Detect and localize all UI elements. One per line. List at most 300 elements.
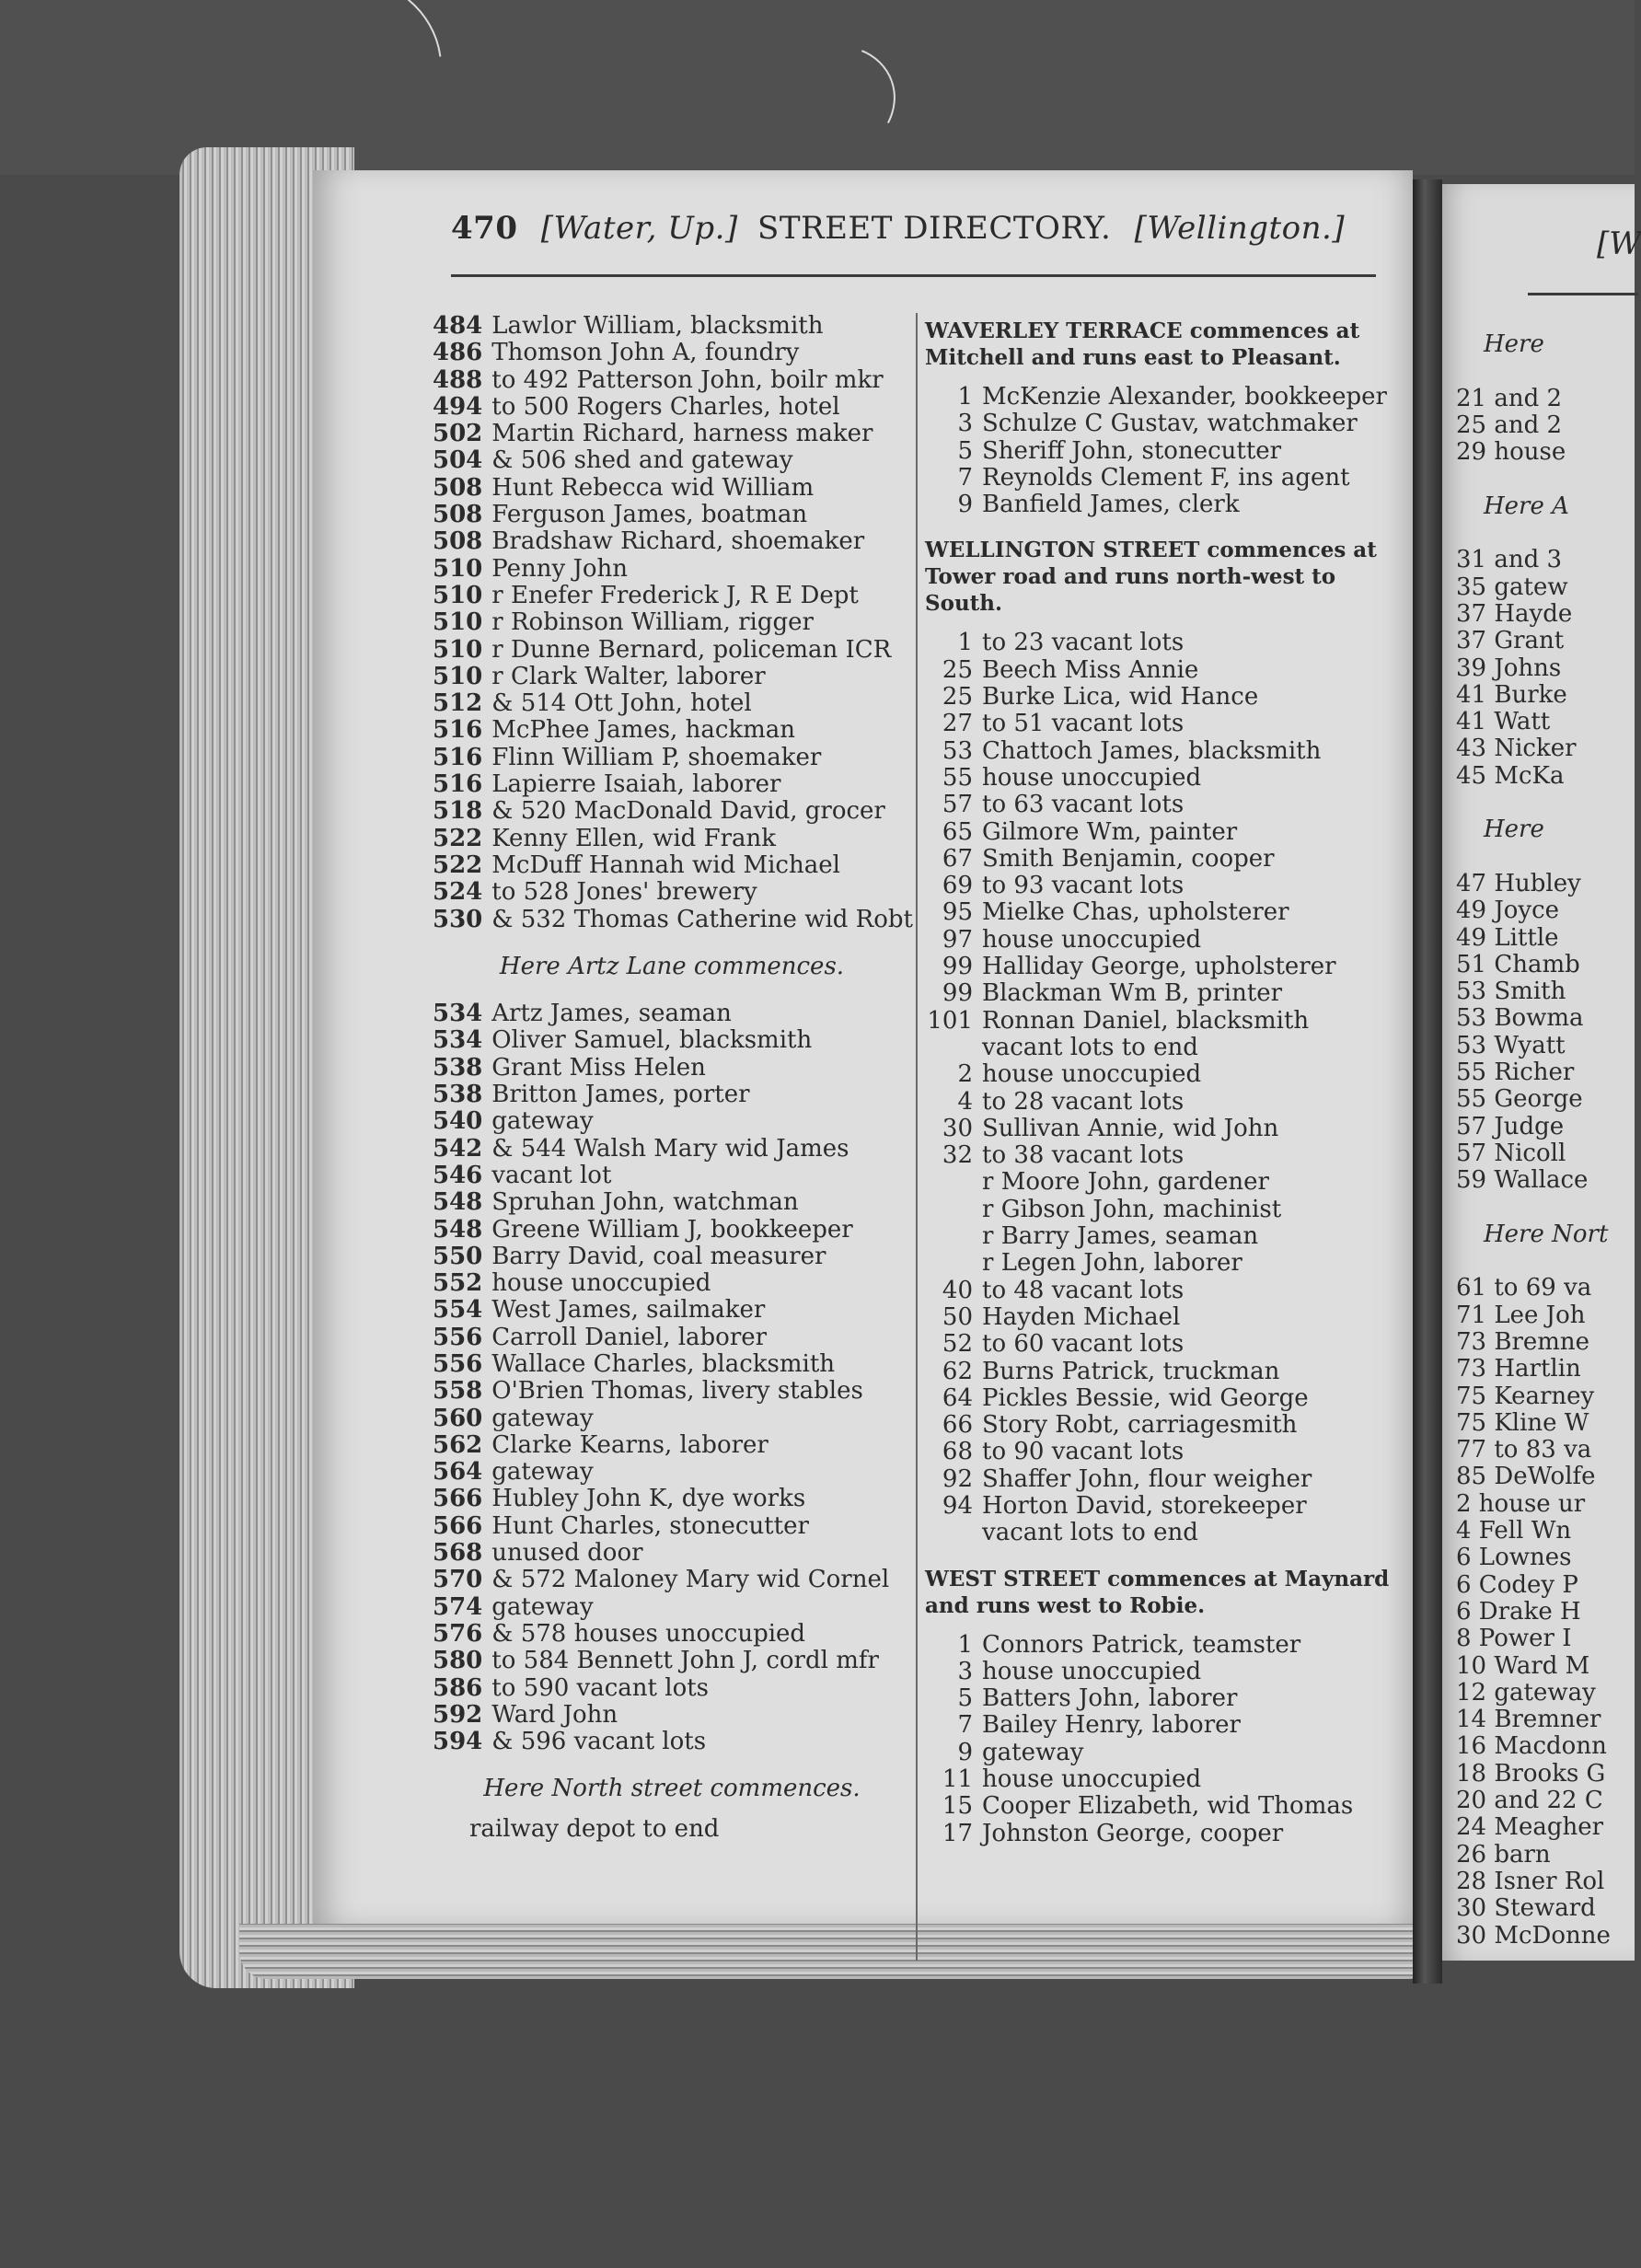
street-number: 510 [433, 635, 483, 664]
directory-entry [433, 609, 911, 636]
entry-text: Burke Lica, wid Hance [982, 683, 1259, 712]
section-note: Here A [1484, 492, 1569, 520]
entry-text: Hunt Rebecca wid William [491, 473, 815, 502]
directory-entry [433, 798, 911, 825]
entry-text: Kenny Ellen, wid Frank [491, 824, 777, 852]
directory-entry: 75 Kearney [1456, 1382, 1595, 1410]
street-number: 57 [942, 791, 973, 819]
directory-entry [925, 1116, 1399, 1142]
entry-text: to 28 vacant lots [982, 1087, 1185, 1116]
directory-entry [925, 1169, 1399, 1196]
street-number: 516 [433, 716, 483, 745]
entry-text: r Clark Walter, laborer [491, 662, 766, 690]
street-number: 7 [957, 1711, 973, 1740]
entry-text: McDuff Hannah wid Michael [491, 850, 840, 879]
directory-entry [433, 1567, 911, 1593]
directory-entry [433, 1027, 911, 1054]
street-number: 1 [957, 383, 973, 411]
section-note: Here [1484, 330, 1544, 358]
directory-entry [925, 1439, 1399, 1465]
street-number: 11 [942, 1765, 973, 1794]
directory-entry [925, 1712, 1399, 1739]
street-number: 40 [942, 1276, 973, 1304]
directory-entry: 25 and 2 [1456, 411, 1563, 439]
street-number: 99 [942, 979, 973, 1008]
entry-text: to 38 vacant lots [982, 1141, 1185, 1170]
header-right: [Wellington.] [1134, 210, 1346, 247]
directory-entry [433, 313, 911, 340]
entry-text: Hayden Michael [982, 1302, 1181, 1331]
directory-entry [433, 502, 911, 528]
directory-entry [433, 637, 911, 664]
street-number: 560 [433, 1404, 483, 1432]
directory-entry [433, 528, 911, 555]
directory-entry [925, 1685, 1399, 1712]
entry-text: house unoccupied [982, 1765, 1202, 1794]
street-number: 558 [433, 1377, 483, 1406]
directory-entry [925, 1493, 1399, 1520]
street-number: 556 [433, 1349, 483, 1378]
directory-entry [433, 717, 911, 744]
street-number: 95 [942, 898, 973, 927]
entry-text: Ward John [491, 1700, 618, 1729]
street-number: 564 [433, 1458, 483, 1487]
spacer [925, 1619, 1399, 1632]
directory-entry: 57 Judge [1456, 1112, 1565, 1140]
directory-entry [433, 1648, 911, 1674]
entry-text: Martin Richard, harness maker [491, 420, 873, 448]
directory-entry [433, 1729, 911, 1755]
entry-text: vacant lots to end [982, 1033, 1198, 1061]
street-number: 68 [942, 1438, 973, 1466]
entry-text: Johnston George, cooper [982, 1819, 1284, 1847]
entry-text: & 596 vacant lots [491, 1728, 707, 1756]
entry-text: gateway [491, 1458, 594, 1487]
directory-entry: 51 Chamb [1456, 950, 1580, 978]
street-number: 538 [433, 1081, 483, 1109]
street-number: 510 [433, 608, 483, 637]
entry-text: Halliday George, upholsterer [982, 953, 1336, 981]
street-number: 580 [433, 1647, 483, 1675]
street-number: 502 [433, 420, 483, 448]
directory-entry [925, 1035, 1399, 1061]
entry-text: Barry David, coal measurer [491, 1242, 826, 1270]
entry-text: Hubley John K, dye works [491, 1485, 806, 1513]
directory-entry [433, 852, 911, 879]
directory-entry [925, 411, 1399, 437]
directory-entry: 77 to 83 va [1456, 1436, 1592, 1464]
spacer [925, 371, 1399, 384]
entry-text: Pickles Bessie, wid George [982, 1383, 1309, 1412]
directory-entry [433, 1351, 911, 1378]
street-number: 52 [942, 1330, 973, 1359]
directory-entry [433, 340, 911, 366]
directory-entry: 2 house ur [1456, 1489, 1586, 1518]
directory-entry [433, 583, 911, 609]
entry-text: Bradshaw Richard, shoemaker [491, 527, 865, 556]
directory-entry: 55 George [1456, 1085, 1583, 1114]
directory-entry [925, 1142, 1399, 1169]
entry-text: to 63 vacant lots [982, 791, 1185, 819]
street-number: 540 [433, 1107, 483, 1136]
directory-entry [925, 684, 1399, 711]
entry-text: McPhee James, hackman [491, 716, 796, 745]
directory-entry: 6 Codey P [1456, 1570, 1578, 1599]
directory-entry [925, 1061, 1399, 1088]
entry-text: to 23 vacant lots [982, 629, 1185, 657]
street-number: 99 [942, 953, 973, 981]
directory-entry: 24 Meagher [1456, 1813, 1604, 1842]
entry-text: Thomson John A, foundry [491, 339, 800, 367]
street-number: 568 [433, 1539, 483, 1568]
street-number: 512 [433, 689, 483, 718]
street-number: 494 [433, 392, 483, 421]
street-number: 592 [433, 1700, 483, 1729]
street-number: 25 [942, 683, 973, 712]
directory-entry [925, 927, 1399, 954]
directory-entry [433, 1244, 911, 1270]
directory-entry [433, 475, 911, 502]
directory-entry [925, 819, 1399, 846]
entry-text: gateway [491, 1107, 594, 1136]
street-number: 586 [433, 1673, 483, 1702]
street-number: 97 [942, 925, 973, 954]
directory-entry [925, 1008, 1399, 1035]
directory-entry: 61 to 69 va [1456, 1274, 1592, 1302]
directory-entry [925, 1766, 1399, 1793]
directory-entry: 71 Lee Joh [1456, 1301, 1586, 1329]
directory-entry: 39 Johns [1456, 654, 1562, 682]
entry-text: Cooper Elizabeth, wid Thomas [982, 1792, 1354, 1821]
directory-entry [925, 1385, 1399, 1412]
right-page-header: [W [1597, 226, 1641, 262]
spacer [433, 933, 911, 954]
directory-entry: 26 barn [1456, 1840, 1551, 1869]
directory-entry [925, 1197, 1399, 1223]
directory-entry: 8 Power I [1456, 1625, 1572, 1653]
street-number: 546 [433, 1161, 483, 1189]
directory-entry [925, 954, 1399, 980]
entry-text: Greene William J, bookkeeper [491, 1215, 853, 1244]
entry-text: r Barry James, seaman [982, 1222, 1259, 1251]
directory-entry: 57 Nicoll [1456, 1139, 1566, 1167]
street-number: 9 [957, 491, 973, 519]
street-number: 574 [433, 1592, 483, 1621]
directory-entry [433, 826, 911, 852]
street-number: 484 [433, 312, 483, 340]
street-heading: WAVERLEY TERRACE commences at Mitchell and runs east to Pleasant. [925, 318, 1360, 370]
directory-entry: 35 gatew [1456, 573, 1568, 601]
street-number: 32 [942, 1141, 973, 1170]
entry-text: to 528 Jones' brewery [491, 878, 757, 907]
entry-text: house unoccupied [982, 1060, 1202, 1089]
directory-entry [433, 447, 911, 474]
middle-column [925, 318, 1399, 1847]
entry-text: gateway [491, 1404, 594, 1432]
directory-entry [925, 1250, 1399, 1277]
directory-entry: 10 Ward M [1456, 1651, 1590, 1680]
header-title: STREET DIRECTORY. [757, 210, 1112, 247]
entry-text: to 93 vacant lots [982, 872, 1185, 900]
directory-entry: 6 Lownes [1456, 1544, 1572, 1572]
directory-entry [925, 1278, 1399, 1304]
street-number: 552 [433, 1269, 483, 1298]
entry-text: Story Robt, carriagesmith [982, 1411, 1298, 1440]
entry-text: Ferguson James, boatman [491, 501, 808, 529]
street-number: 594 [433, 1728, 483, 1756]
spacer [433, 1803, 911, 1816]
left-column [433, 313, 911, 1843]
header-left: [Water, Up.] [540, 210, 738, 247]
street-number: 67 [942, 844, 973, 873]
entry-text: Artz James, seaman [491, 1000, 732, 1028]
directory-entry [925, 1304, 1399, 1331]
directory-entry [433, 1513, 911, 1540]
directory-entry: 85 DeWolfe [1456, 1463, 1596, 1491]
entry-text: r Robinson William, rigger [491, 608, 814, 637]
spacer [433, 980, 911, 1001]
directory-entry: 12 gateway [1456, 1678, 1596, 1707]
artz-lane-note: Here Artz Lane commences. [499, 952, 845, 980]
entry-text: Clarke Kearns, laborer [491, 1430, 768, 1459]
directory-entry [433, 879, 911, 906]
street-number: 504 [433, 446, 483, 475]
directory-entry [433, 1055, 911, 1082]
railway-depot-line: railway depot to end [469, 1814, 720, 1843]
street-number: 576 [433, 1619, 483, 1648]
directory-entry: 49 Little [1456, 923, 1559, 952]
entry-text: & 506 shed and gateway [491, 446, 793, 475]
directory-entry [433, 1108, 911, 1135]
entry-text: r Dunne Bernard, policeman ICR [491, 635, 892, 664]
directory-entry [1456, 466, 1611, 492]
entry-text: to 90 vacant lots [982, 1438, 1185, 1466]
entry-text: Mielke Chas, upholsterer [982, 898, 1289, 927]
entry-text: Bailey Henry, laborer [982, 1711, 1241, 1740]
street-number: 66 [942, 1411, 973, 1440]
entry-text: O'Brien Thomas, livery stables [491, 1377, 863, 1406]
directory-entry [925, 438, 1399, 465]
street-number: 65 [942, 817, 973, 846]
directory-entry [433, 1325, 911, 1351]
entry-text: Smith Benjamin, cooper [982, 844, 1275, 873]
entry-text: to 492 Patterson John, boilr mkr [491, 365, 884, 394]
entry-text: Blackman Wm B, printer [982, 979, 1283, 1008]
entry-text: r Legen John, laborer [982, 1249, 1242, 1278]
entry-text: to 500 Rogers Charles, hotel [491, 392, 840, 421]
street-number: 548 [433, 1215, 483, 1244]
right-page-column [1456, 331, 1611, 1950]
street-number: 566 [433, 1511, 483, 1540]
entry-text: house unoccupied [982, 763, 1202, 792]
street-number: 9 [957, 1738, 973, 1766]
street-number: 508 [433, 473, 483, 502]
directory-entry [433, 1189, 911, 1216]
book-gutter [1413, 179, 1442, 1984]
street-number: 4 [957, 1087, 973, 1116]
directory-entry [925, 873, 1399, 899]
directory-entry [433, 1082, 911, 1108]
entry-text: to 584 Bennett John J, cordl mfr [491, 1647, 879, 1675]
directory-entry [925, 711, 1399, 737]
entry-text: vacant lot [491, 1161, 612, 1189]
street-number: 3 [957, 1657, 973, 1685]
entry-text: Sullivan Annie, wid John [982, 1114, 1279, 1142]
directory-entry [433, 556, 911, 583]
directory-entry: 20 and 22 C [1456, 1787, 1603, 1815]
directory-entry: 73 Hartlin [1456, 1355, 1581, 1383]
entry-text: Ronnan Daniel, blacksmith [982, 1006, 1310, 1035]
directory-entry [1456, 790, 1611, 816]
page-header [451, 210, 1345, 247]
entry-text: Hunt Charles, stonecutter [491, 1511, 809, 1540]
north-street-note: Here North street commences. [483, 1775, 861, 1803]
street-number: 522 [433, 824, 483, 852]
entry-text: to 60 vacant lots [982, 1330, 1185, 1359]
entry-text: Britton James, porter [491, 1081, 750, 1109]
directory-entry [925, 1359, 1399, 1385]
street-number: 516 [433, 743, 483, 771]
entry-text: to 48 vacant lots [982, 1276, 1185, 1304]
street-number: 534 [433, 1026, 483, 1055]
directory-entry: 37 Hayde [1456, 599, 1573, 628]
street-number: 486 [433, 339, 483, 367]
directory-entry [925, 1740, 1399, 1766]
directory-entry [925, 765, 1399, 792]
directory-entry [925, 1412, 1399, 1439]
directory-entry [433, 907, 911, 933]
street-number: 556 [433, 1323, 483, 1351]
directory-entry [925, 384, 1399, 411]
directory-entry [433, 1459, 911, 1486]
street-number: 548 [433, 1188, 483, 1217]
street-heading: WEST STREET commences at Maynard and runs west to Robie. [925, 1566, 1390, 1618]
directory-entry [925, 1466, 1399, 1493]
directory-entry [433, 745, 911, 771]
entry-text: Lapierre Isaiah, laborer [491, 770, 781, 799]
directory-entry: 28 Isner Rol [1456, 1867, 1605, 1895]
directory-entry: 21 and 2 [1456, 384, 1563, 412]
street-number: 510 [433, 581, 483, 609]
directory-entry: 31 and 3 [1456, 546, 1563, 574]
street-number: 50 [942, 1302, 973, 1331]
street-number: 27 [942, 710, 973, 738]
column-rule [916, 313, 918, 1961]
directory-entry [925, 657, 1399, 684]
spacer [925, 518, 1399, 537]
entry-text: vacant lots to end [982, 1519, 1198, 1547]
street-number: 1 [957, 629, 973, 657]
street-number: 542 [433, 1134, 483, 1163]
directory-entry [433, 1621, 911, 1648]
right-page-header-rule [1528, 293, 1638, 295]
directory-entry [925, 738, 1399, 765]
street-number: 101 [927, 1006, 973, 1035]
street-number: 518 [433, 797, 483, 826]
directory-entry: 4 Fell Wn [1456, 1517, 1572, 1545]
directory-entry: 59 Wallace [1456, 1166, 1589, 1195]
entry-text: Penny John [491, 554, 629, 583]
directory-entry [433, 1378, 911, 1405]
street-number: 64 [942, 1383, 973, 1412]
entry-text: Connors Patrick, teamster [982, 1630, 1301, 1659]
entry-text: Flinn William P, shoemaker [491, 743, 822, 771]
entry-text: gateway [491, 1592, 594, 1621]
directory-entry: 37 Grant [1456, 627, 1565, 655]
street-number: 94 [942, 1491, 973, 1520]
street-number: 92 [942, 1464, 973, 1493]
street-number: 510 [433, 662, 483, 690]
street-number: 538 [433, 1053, 483, 1082]
street-number: 3 [957, 410, 973, 438]
directory-entry [925, 1659, 1399, 1685]
entry-text: Shaffer John, flour weigher [982, 1464, 1312, 1493]
directory-entry: 6 Drake H [1456, 1597, 1581, 1626]
directory-entry: 53 Wyatt [1456, 1031, 1566, 1059]
entry-text: Sheriff John, stonecutter [982, 436, 1282, 465]
directory-entry: 55 Richer [1456, 1059, 1575, 1087]
entry-text: Spruhan John, watchman [491, 1188, 799, 1217]
entry-text: house unoccupied [982, 925, 1202, 954]
entry-text: Wallace Charles, blacksmith [491, 1349, 836, 1378]
directory-entry [925, 846, 1399, 873]
entry-text: r Gibson John, machinist [982, 1195, 1282, 1223]
directory-entry [925, 792, 1399, 818]
spacer [925, 1547, 1399, 1566]
entry-text: McKenzie Alexander, bookkeeper [982, 383, 1387, 411]
directory-entry [433, 690, 911, 717]
directory-entry [433, 421, 911, 447]
entry-text: to 51 vacant lots [982, 710, 1185, 738]
street-number: 516 [433, 770, 483, 799]
street-heading: WELLINGTON STREET commences at Tower road and runs north-west to South. [925, 538, 1377, 617]
street-number: 53 [942, 736, 973, 765]
directory-entry [925, 492, 1399, 518]
directory-entry [433, 1702, 911, 1729]
street-number: 5 [957, 1684, 973, 1713]
section-note: Here [1484, 816, 1544, 844]
directory-entry: 30 McDonne [1456, 1921, 1611, 1950]
entry-text: house unoccupied [982, 1657, 1202, 1685]
street-number: 5 [957, 436, 973, 465]
directory-entry: 75 Kline W [1456, 1408, 1589, 1437]
directory-entry: 53 Bowma [1456, 1004, 1584, 1033]
entry-text: Banfield James, clerk [982, 491, 1240, 519]
directory-entry [433, 1217, 911, 1244]
entry-text: Grant Miss Helen [491, 1053, 706, 1082]
section-note: Here Nort [1484, 1220, 1609, 1248]
street-number: 522 [433, 850, 483, 879]
directory-entry [925, 1223, 1399, 1250]
directory-entry [433, 771, 911, 798]
street-number: 566 [433, 1485, 483, 1513]
street-number: 562 [433, 1430, 483, 1459]
entry-text: unused door [491, 1539, 643, 1568]
directory-entry [433, 367, 911, 394]
directory-entry [433, 1406, 911, 1432]
entry-text: & 572 Maloney Mary wid Cornel [491, 1566, 890, 1594]
street-number: 7 [957, 463, 973, 492]
directory-entry [433, 1001, 911, 1027]
directory-entry [433, 1136, 911, 1163]
entry-text: & 544 Walsh Mary wid James [491, 1134, 849, 1163]
directory-entry [433, 1432, 911, 1459]
directory-entry [433, 1486, 911, 1512]
entry-text: Beech Miss Annie [982, 655, 1199, 684]
directory-entry: 73 Bremne [1456, 1327, 1590, 1356]
street-number: 550 [433, 1242, 483, 1270]
directory-entry [925, 1089, 1399, 1116]
